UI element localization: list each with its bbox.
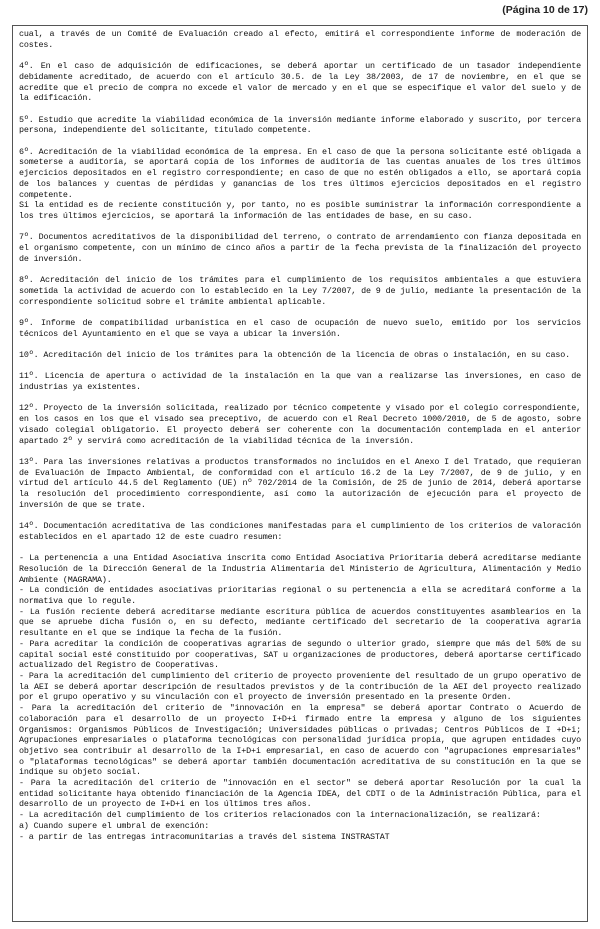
document-frame — [12, 25, 588, 922]
criteria-item: - La condición de entidades asociativas prioritarias regional o su pertenencia a ella se acreditará conforme a la normativa que lo regule. — [19, 585, 581, 607]
paragraph-11: 11º. Licencia de apertura o actividad de la instalación en la que van a realizarse las inversiones, en caso de industrias ya existentes. — [19, 371, 581, 393]
criteria-subitem: a) Cuando supere el umbral de exención: — [19, 820, 210, 831]
criteria-subitem: - a partir de las entregas intracomunitarias a través del sistema INSTRASTAT — [19, 831, 390, 842]
criteria-item: - Para acreditar la condición de cooperativas agrarias de segundo o ulterior grado, siempre que más del 50% de su capital social esté constituido por cooperativas, SAT u organizaciones de productores, deberá aportarse certificado actualizado del Registro de Cooperativas. — [19, 638, 581, 671]
paragraph-7: 7º. Documentos acreditativos de la disponibilidad del terreno, o contrato de arrendamiento con fianza depositada en el organismo competente, con un mínimo de cinco años a partir de la fecha prevista de la finalización del proyecto de inversión. — [19, 232, 581, 264]
criteria-item: - La pertenencia a una Entidad Asociativa inscrita como Entidad Asociativa Prioritaria deberá acreditarse mediante Resolución de la Dirección General de la Industria Alimentaria del Ministerio de Agricultura, Alimentación y Medio Ambiente (MAGRAMA). — [19, 553, 581, 585]
paragraph-5: 5º. Estudio que acredite la viabilidad económica de la inversión mediante informe elaborado y suscrito, por tercera persona, independiente del solicitante, titulado competente. — [19, 114, 581, 136]
criteria-item: - La fusión reciente deberá acreditarse mediante escritura pública de acuerdos constituyentes asamblearios en la que se apruebe dicha fusión o, en su defecto, mediante certificado del secretario de la cooperativa agraria resultante en el que se indique la fecha de la fusión. — [19, 606, 581, 639]
criteria-item: - Para la acreditación del criterio de "innovación en el sector" se deberá aportar Resolución por la cual la entidad solicitante haya obtenido financiación de la Agencia IDEA, del CDTI o de la Administración Pública, para el desarrollo de un proyecto de I+D+i en los últimos tres años. — [19, 778, 581, 810]
paragraph-9: 9º. Informe de compatibilidad urbanística en el caso de ocupación de nuevo suelo, emitido por los servicios técnicos del Ayuntamiento en el que se vaya a ubicar la inversión. — [19, 317, 581, 339]
paragraph-12: 12º. Proyecto de la inversión solicitada, realizado por técnico competente y visado por el colegio correspondiente, en los casos en los que el visado sea preceptivo, de acuerdo con el Real Decreto 1000/2010, de 5 de agosto, sobre visado colegial obligatorio. El proyecto deberá ser coherente con la documentación contemplada en el anterior apartado 2º y servirá como acreditación de la viabilidad técnica de la inversión. — [19, 403, 581, 446]
criteria-item: - Para la acreditación del criterio de "innovación en la empresa" se deberá aportar Contrato o Acuerdo de colaboración para el desarrollo de un proyecto I+D+i firmado entre la empresa y alguno de los siguientes Organismos: Organismos Públicos de Investigación; Universidades públicas o privadas; Centros Públicos de I +D+i; Agrupaciones empresariales o plataforma tecnológicas con personalidad jurídica propia, que agrupen entidades cuyo objetivo sea contribuir al desarrollo de la I+D+i empresarial, en caso de acuerdo con "agrupaciones empresariales" o "plataformas tecnológicas" se deberá aportar también documentación acreditativa de su constitución en la que se indique su objeto social. — [19, 703, 581, 778]
paragraph-10: 10º. Acreditación del inicio de los trámites para la obtención de la licencia de obras o instalación, en su caso. — [19, 349, 570, 360]
document-body — [19, 29, 581, 842]
page-number-label: (Página 10 de 17) — [502, 4, 588, 16]
paragraph-14: 14º. Documentación acreditativa de las condiciones manifestadas para el cumplimiento de los criterios de valoración establecidos en el apartado 12 de este cuadro resumen: — [19, 521, 581, 542]
paragraph-6-note: Si la entidad es de reciente constitución y, por tanto, no es posible suministrar la información correspondiente a los tres últimos ejercicios, se aportará la información de las entidades de base, en su caso. — [19, 200, 581, 221]
paragraph-8: 8º. Acreditación del inicio de los trámites para el cumplimiento de los requisitos ambientales a que estuviera sometida la actividad de acuerdo con lo establecido en la Ley 7/2007, de 9 de julio, mediante la presentación de la correspondiente solicitud sobre el trámite ambiental aplicable. — [19, 275, 581, 307]
paragraph-13: 13º. Para las inversiones relativas a productos transformados no incluidos en el Anexo I del Tratado, que requieran de Evaluación de Impacto Ambiental, de conformidad con el artículo 16.2 de la Ley 7/2007, de 9 de julio, y en virtud del artículo 44.5 del Reglamento (UE) nº 702/2014 de la Comisión, de 25 de junio de 2014, deberá aportarse la resolución del procedimiento correspondiente, así como la autorización de ejecución para el proyecto de inversión de que se trate. — [19, 456, 581, 510]
paragraph-6: 6º. Acreditación de la viabilidad económica de la empresa. En el caso de que la persona solicitante esté obligada a someterse a auditoría, se aportará copia de los informes de auditoría de las cuentas anuales de los tres últimos ejercicios depositados en el registro correspondiente; en caso de que no estén obligados a ello, se aportará copia de los balances y cuentas de pérdidas y ganancias de los tres últimos ejercicios depositados en el registro competente. — [19, 146, 581, 200]
paragraph-continuation: cual, a través de un Comité de Evaluación creado al efecto, emitirá el correspondiente informe de moderación de costes. — [19, 29, 581, 50]
criteria-item: - La acreditación del cumplimiento de los criterios relacionados con la internacionalización, se realizará: — [19, 810, 541, 821]
paragraph-4: 4º. En el caso de adquisición de edificaciones, se deberá aportar un certificado de un tasador independiente debidamente acreditado, de acuerdo con el artículo 30.5. de la Ley 38/2003, de 17 de noviembre, en el que se acredite que el precio de compra no excede el valor de mercado y en el que se especifique el valor del suelo y de la edificación. — [19, 61, 581, 104]
criteria-item: - Para la acreditación del cumplimiento del criterio de proyecto proveniente del resultado de un grupo operativo de la AEI se deberá aportar descripción de resultados previstos y de la contribución de la AEI del proyecto realizado por el grupo operativo y su vinculación con el proyecto de inversión presentado en la presente Orden. — [19, 671, 581, 703]
